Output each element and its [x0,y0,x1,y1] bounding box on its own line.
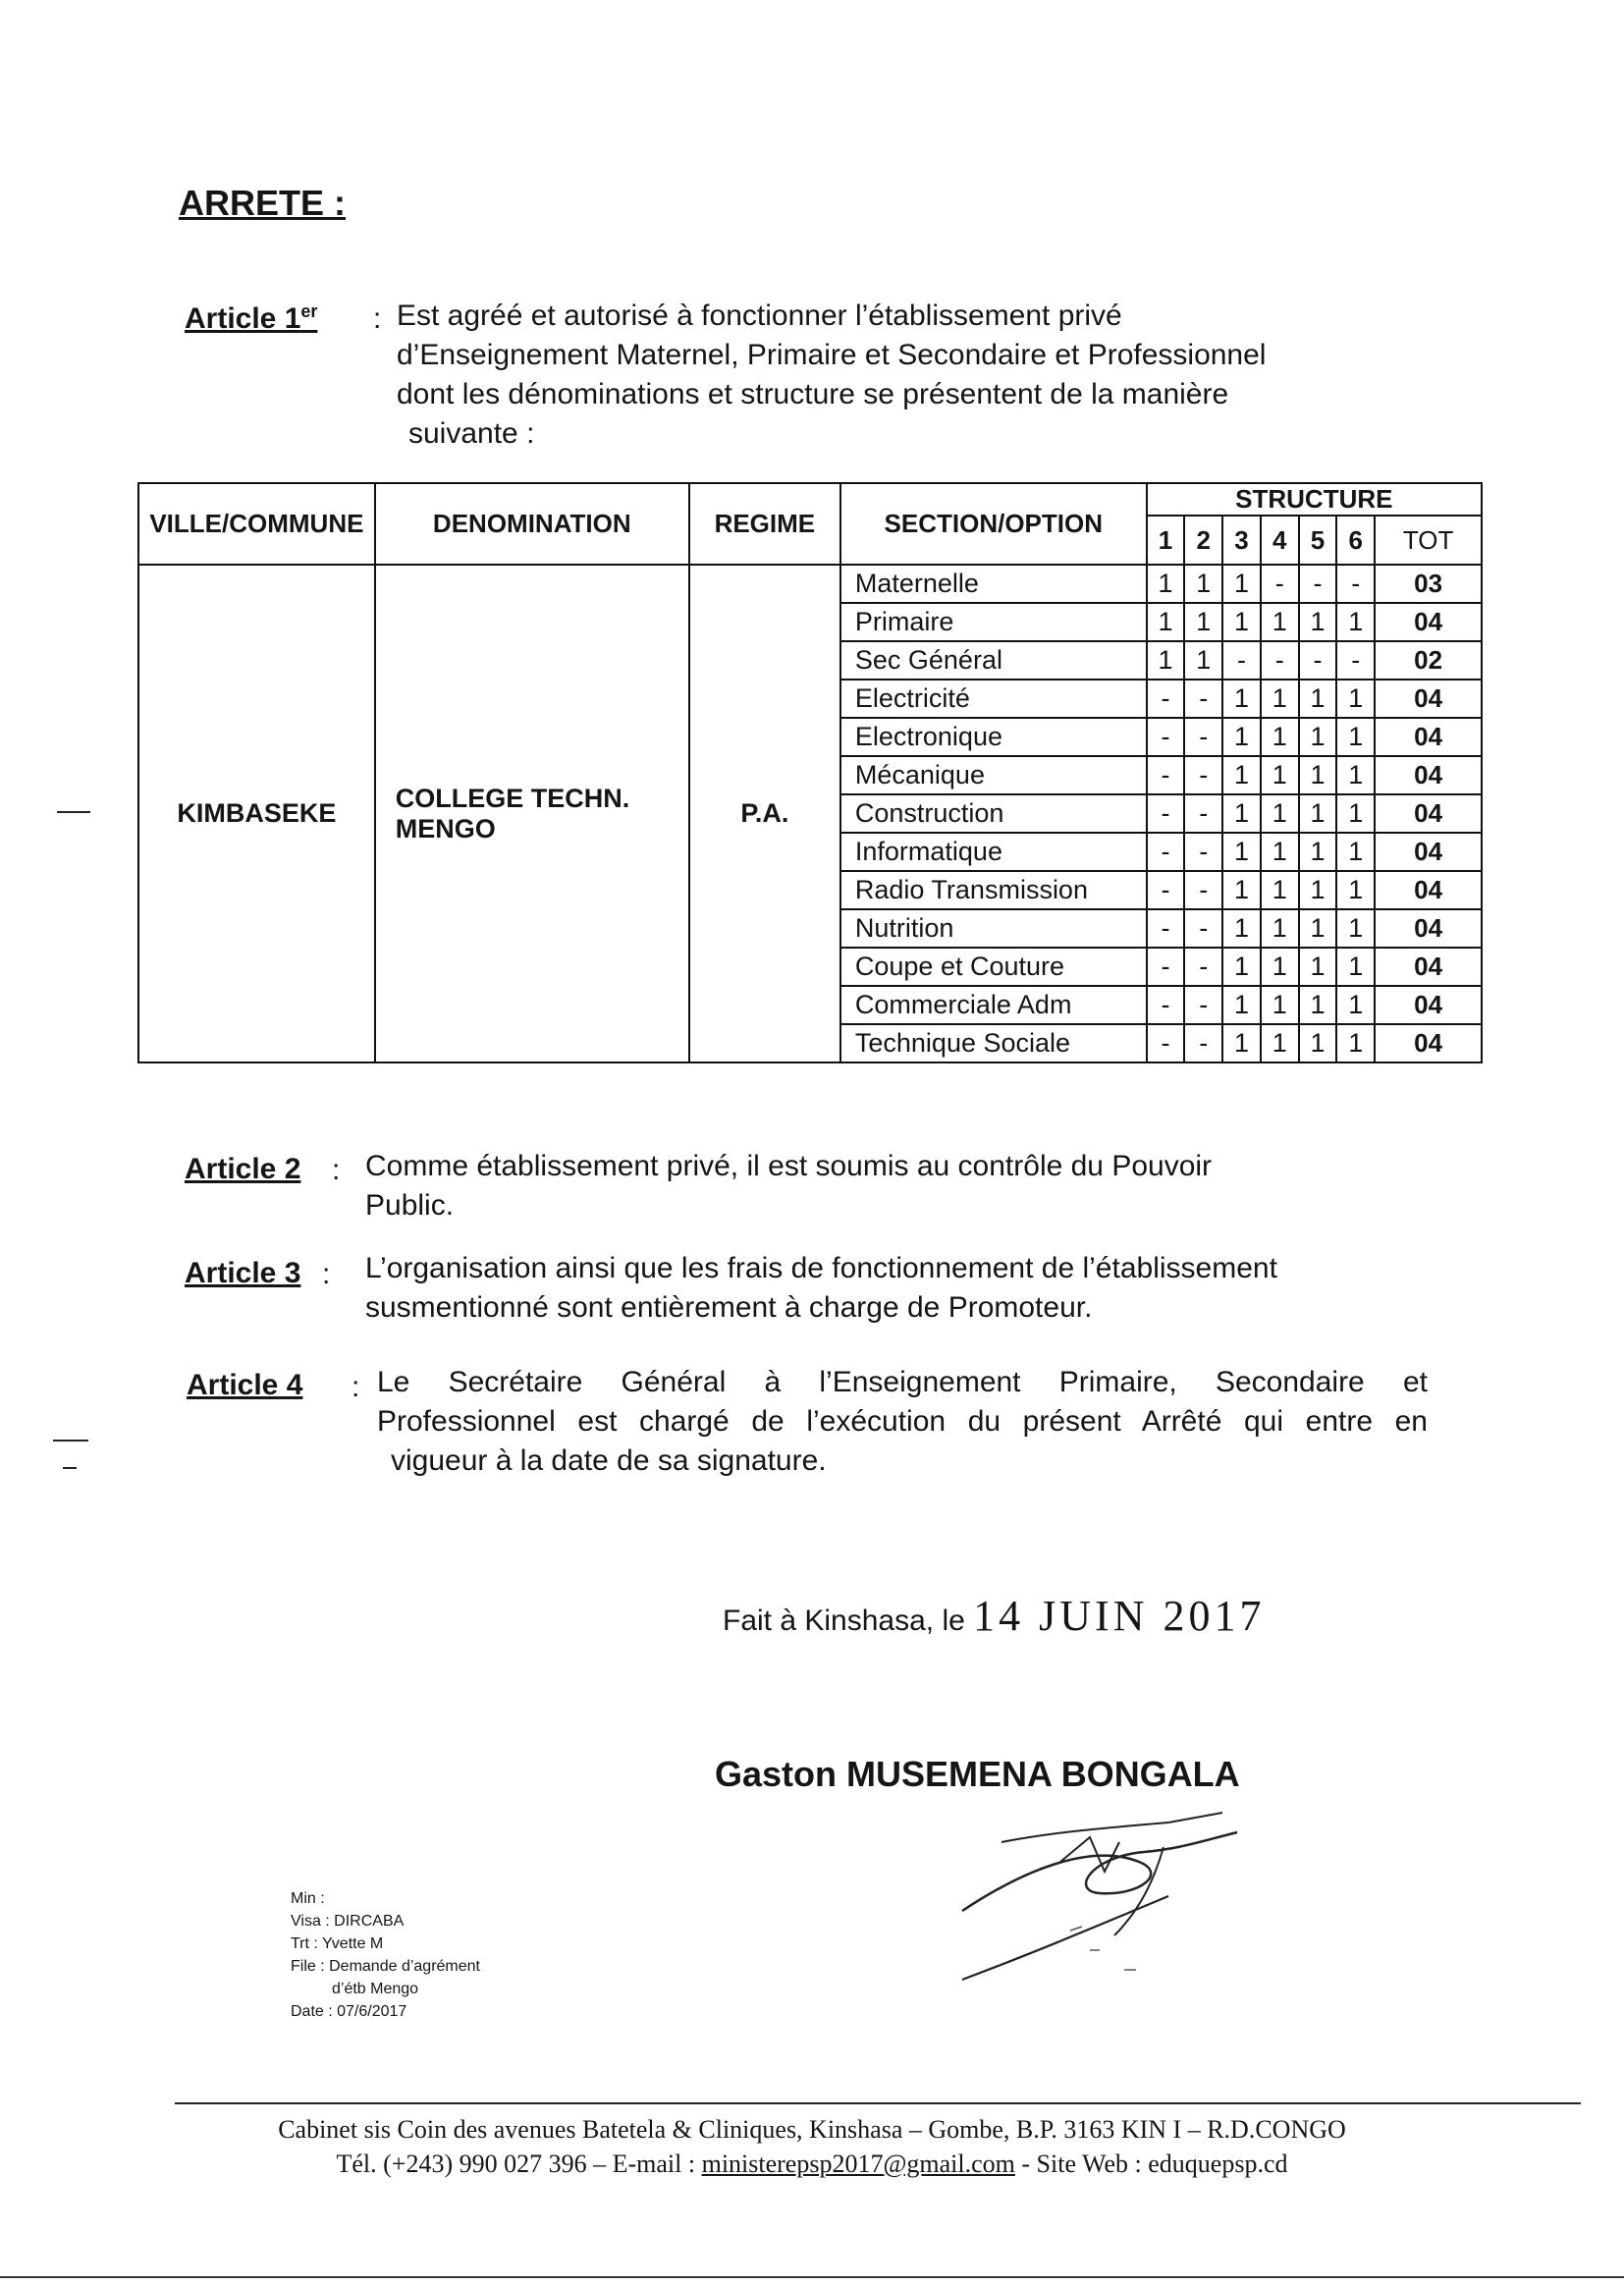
cell-tot: 04 [1375,833,1482,871]
cell-level-5: 1 [1299,1024,1337,1062]
cell-level-1: - [1147,1024,1185,1062]
cell-level-3: - [1222,641,1261,680]
cell-level-5: 1 [1299,603,1337,641]
header-level-2: 2 [1184,516,1222,565]
cell-level-4: - [1261,565,1299,603]
cell-level-6: - [1336,641,1375,680]
article-2-label: Article 2 [185,1153,301,1185]
cell-level-3: 1 [1222,909,1261,948]
cell-level-3: 1 [1222,1024,1261,1062]
cell-level-5: 1 [1299,756,1337,794]
cell-level-3: 1 [1222,680,1261,718]
cell-level-1: 1 [1147,565,1185,603]
cell-level-4: 1 [1261,680,1299,718]
cell-level-5: 1 [1299,948,1337,986]
cell-level-1: 1 [1147,641,1185,680]
cell-level-4: 1 [1261,833,1299,871]
cell-tot: 02 [1375,641,1482,680]
cell-ville: KIMBASEKE [138,565,375,1062]
cell-level-4: - [1261,641,1299,680]
article-4-text: Le Secrétaire Général à l’Enseignement Primaire, Secondaire et Professionnel est chargé de l’exécution du présent Arrêté qui entre en vigueur à la date de sa signature. [377,1366,1428,1477]
cell-section: Radio Transmission [840,871,1147,909]
cell-level-1: - [1147,909,1185,948]
signature-image [943,1803,1276,1999]
cell-level-6: 1 [1336,756,1375,794]
cell-level-2: - [1184,718,1222,756]
cell-level-6: 1 [1336,680,1375,718]
cell-level-2: - [1184,871,1222,909]
cell-level-6: - [1336,565,1375,603]
signer-name: Gaston MUSEMENA BONGALA [715,1754,1240,1794]
article-3-text: L’organisation ainsi que les frais de fonctionnement de l’établissement susmentionné sont entièrement à charge de Promoteur. [365,1252,1277,1324]
email-link[interactable]: ministerepsp2017@gmail.com [701,2150,1015,2178]
page-bottom-rule [0,2276,1624,2278]
cell-level-1: - [1147,680,1185,718]
cell-level-4: 1 [1261,603,1299,641]
cell-level-6: 1 [1336,986,1375,1024]
cell-level-3: 1 [1222,718,1261,756]
header-structure: STRUCTURE [1147,483,1482,516]
header-level-3: 3 [1222,516,1261,565]
cell-section: Sec Général [840,641,1147,680]
cell-level-4: 1 [1261,948,1299,986]
cell-level-1: - [1147,756,1185,794]
article-3-colon: : [322,1258,331,1290]
cell-level-3: 1 [1222,756,1261,794]
cell-level-2: - [1184,909,1222,948]
cell-level-5: 1 [1299,833,1337,871]
cell-denomination [375,565,689,1062]
header-denomination: DENOMINATION [375,483,689,565]
cell-tot: 04 [1375,756,1482,794]
cell-level-4: 1 [1261,909,1299,948]
cell-tot: 04 [1375,794,1482,833]
cell-level-6: 1 [1336,1024,1375,1062]
cell-level-1: - [1147,871,1185,909]
cell-level-4: 1 [1261,718,1299,756]
cell-level-2: - [1184,1024,1222,1062]
cell-level-2: - [1184,680,1222,718]
cell-level-5: 1 [1299,794,1337,833]
cell-section: Primaire [840,603,1147,641]
cell-tot: 04 [1375,986,1482,1024]
footer-contact: Tél. (+243) 990 027 396 – E-mail : ministerepsp2017@gmail.com - Site Web : eduquepsp.cd [336,2150,1288,2178]
cell-regime: P.A. [689,565,840,1062]
cell-section: Informatique [840,833,1147,871]
cell-level-2: - [1184,794,1222,833]
cell-level-1: - [1147,948,1185,986]
cell-level-2: - [1184,986,1222,1024]
cell-section: Electricité [840,680,1147,718]
structure-table [137,482,1483,1063]
cell-level-6: 1 [1336,718,1375,756]
cell-level-1: - [1147,833,1185,871]
cell-level-3: 1 [1222,986,1261,1024]
cell-tot: 03 [1375,565,1482,603]
cell-level-6: 1 [1336,871,1375,909]
cell-level-3: 1 [1222,794,1261,833]
cell-level-2: - [1184,948,1222,986]
margin-mark [57,811,90,813]
cell-level-6: 1 [1336,603,1375,641]
header-section: SECTION/OPTION [840,483,1147,565]
cell-section: Commerciale Adm [840,986,1147,1024]
cell-level-2: - [1184,833,1222,871]
cell-level-3: 1 [1222,871,1261,909]
article-4-colon: : [352,1371,360,1403]
margin-mark [53,1440,88,1442]
cell-level-4: 1 [1261,871,1299,909]
article-2-text: Comme établissement privé, il est soumis au contrôle du Pouvoir Public. [365,1150,1213,1222]
page-title: ARRETE : [179,183,346,223]
cell-section: Mécanique [840,756,1147,794]
cell-level-4: 1 [1261,986,1299,1024]
cell-tot: 04 [1375,680,1482,718]
cell-tot: 04 [1375,871,1482,909]
cell-section: Electronique [840,718,1147,756]
cell-level-5: 1 [1299,986,1337,1024]
header-level-6: 6 [1336,516,1375,565]
cell-tot: 04 [1375,718,1482,756]
article-1-colon: : [373,302,382,335]
cell-level-6: 1 [1336,909,1375,948]
routing-notes: Min : Visa : DIRCABA Trt : Yvette M File : Demande d’agrément d’étb Mengo Date : 07/6/2017 [291,1890,480,2020]
header-ville: VILLE/COMMUNE [138,483,375,565]
cell-level-2: 1 [1184,603,1222,641]
cell-level-3: 1 [1222,948,1261,986]
header-level-1: 1 [1147,516,1185,565]
cell-level-4: 1 [1261,1024,1299,1062]
table-body [138,565,1482,1062]
cell-section: Construction [840,794,1147,833]
header-level-4: 4 [1261,516,1299,565]
article-3-label: Article 3 [185,1257,301,1289]
denomination-line: MENGO [395,813,496,844]
cell-section: Technique Sociale [840,1024,1147,1062]
table-row [138,565,1482,603]
cell-level-5: - [1299,565,1337,603]
cell-level-2: - [1184,756,1222,794]
margin-mark [63,1467,77,1469]
cell-level-1: - [1147,986,1185,1024]
cell-level-3: 1 [1222,833,1261,871]
denomination-line: COLLEGE TECHN. [395,783,630,813]
place-date [723,1591,1265,1641]
article-1-label: Article 1er [185,301,318,335]
article-4-label: Article 4 [187,1369,303,1401]
cell-level-2: 1 [1184,565,1222,603]
cell-section: Coupe et Couture [840,948,1147,986]
cell-level-3: 1 [1222,565,1261,603]
cell-tot: 04 [1375,909,1482,948]
cell-level-3: 1 [1222,603,1261,641]
place-text: Fait à Kinshasa, le [723,1605,965,1637]
header-regime: REGIME [689,483,840,565]
date-stamp: 14 JUIN 2017 [973,1592,1266,1640]
cell-level-5: 1 [1299,909,1337,948]
cell-level-5: 1 [1299,871,1337,909]
cell-level-4: 1 [1261,794,1299,833]
cell-level-1: - [1147,718,1185,756]
cell-level-1: 1 [1147,603,1185,641]
cell-level-6: 1 [1336,833,1375,871]
cell-level-5: - [1299,641,1337,680]
cell-tot: 04 [1375,948,1482,986]
cell-tot: 04 [1375,603,1482,641]
cell-level-6: 1 [1336,948,1375,986]
cell-level-6: 1 [1336,794,1375,833]
cell-level-5: 1 [1299,718,1337,756]
cell-level-4: 1 [1261,756,1299,794]
article-1-text: Est agréé et autorisé à fonctionner l’établissement privé d’Enseignement Maternel, Primaire et Secondaire et Professionnel dont les dénominations et structure se présentent de la manière suivante : [397,299,1267,450]
footer-address: Cabinet sis Coin des avenues Batetela & Cliniques, Kinshasa – Gombe, B.P. 3163 KIN I – R.D.CONGO [278,2115,1346,2144]
cell-section: Nutrition [840,909,1147,948]
cell-level-5: 1 [1299,680,1337,718]
cell-section: Maternelle [840,565,1147,603]
article-2-colon: : [332,1154,341,1186]
cell-level-2: 1 [1184,641,1222,680]
footer-divider [175,2102,1581,2104]
header-tot: TOT [1375,516,1482,565]
cell-tot: 04 [1375,1024,1482,1062]
header-level-5: 5 [1299,516,1337,565]
cell-level-1: - [1147,794,1185,833]
